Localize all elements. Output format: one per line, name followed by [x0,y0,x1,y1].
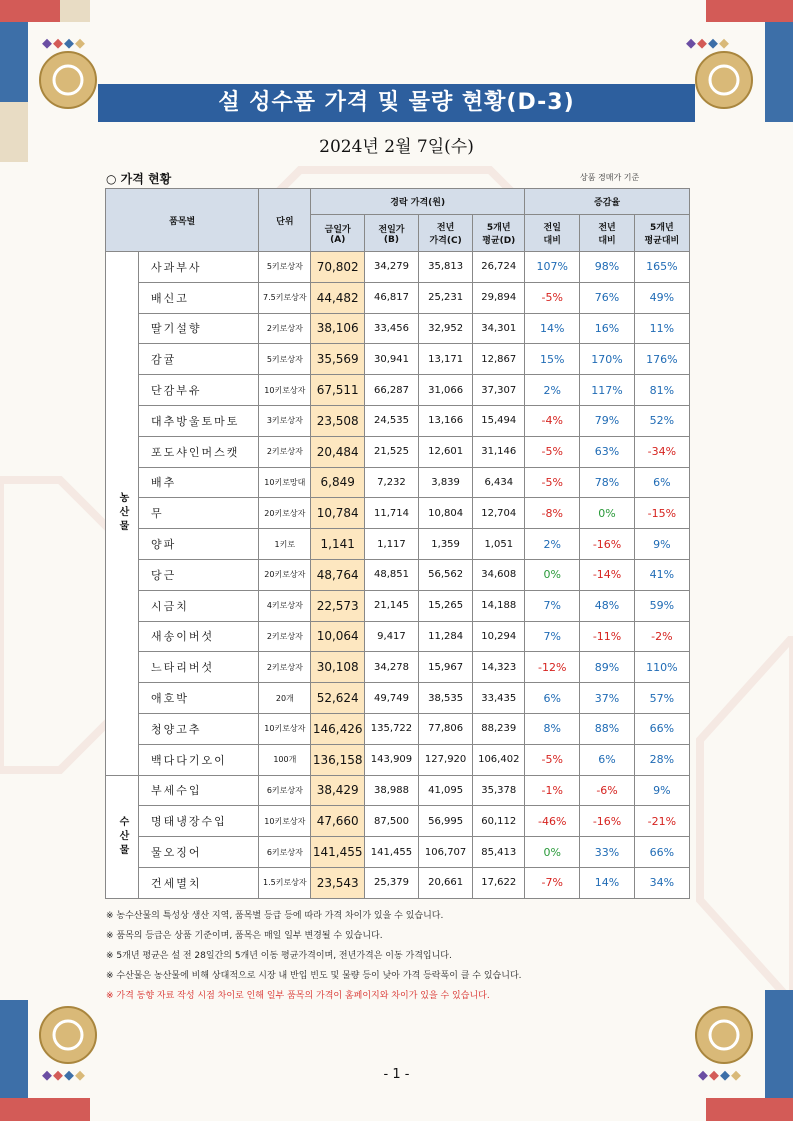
lastyear-price: 56,562 [418,559,473,590]
report-date: 2024년 2월 7일(수) [319,137,474,157]
lastyear-price: 13,166 [418,405,473,436]
avg5-price: 85,413 [473,837,525,868]
rate-avg: 81% [634,375,689,406]
rate-avg: 9% [634,775,689,806]
today-price: 22,573 [311,590,365,621]
lastyear-price: 3,839 [418,467,473,498]
today-price: 10,784 [311,498,365,529]
table-row [106,282,690,313]
today-price: 38,106 [311,313,365,344]
prev-price: 34,278 [365,652,419,683]
today-price: 20,484 [311,436,365,467]
table-row [106,744,690,775]
item-name: 단감부유 [139,375,259,406]
lastyear-price: 15,265 [418,590,473,621]
today-price: 146,426 [311,713,365,744]
rate-avg: 34% [634,867,689,898]
table-row [106,405,690,436]
unit-cell: 5키로상자 [259,344,311,375]
rate-year: 170% [580,344,634,375]
rate-prev: -4% [525,405,580,436]
prev-price: 135,722 [365,713,419,744]
price-table-body [106,252,690,899]
unit-cell: 1.5키로상자 [259,867,311,898]
today-price: 35,569 [311,344,365,375]
category-cell: 수산물 [106,775,139,898]
unit-cell: 5키로상자 [259,252,311,283]
footnote: ※ 5개년 평균은 설 전 28일간의 5개년 이동 평균가격이며, 전년가격은 이동 가격입니다. [106,951,452,961]
table-row [106,498,690,529]
rate-prev: 6% [525,683,580,714]
rate-avg: -2% [634,621,689,652]
lastyear-price: 20,661 [418,867,473,898]
page-number: - 1 - [383,1067,410,1082]
rate-prev: 2% [525,375,580,406]
avg5-price: 6,434 [473,467,525,498]
lastyear-price: 15,967 [418,652,473,683]
rate-year: 76% [580,282,634,313]
item-name: 시금치 [139,590,259,621]
unit-cell: 3키로상자 [259,405,311,436]
item-name: 당근 [139,559,259,590]
rate-avg: 28% [634,744,689,775]
rate-year: 89% [580,652,634,683]
header-today: 금일가 (A) [311,215,365,252]
today-price: 52,624 [311,683,365,714]
header-prev: 전일가 (B) [365,215,419,252]
header-rate-avg: 5개년 평균대비 [634,215,689,252]
item-name: 청양고추 [139,713,259,744]
rate-prev: -5% [525,744,580,775]
lastyear-price: 38,535 [418,683,473,714]
unit-cell: 2키로상자 [259,652,311,683]
rate-year: 0% [580,498,634,529]
rate-prev: -5% [525,282,580,313]
today-price: 30,108 [311,652,365,683]
rate-avg: 66% [634,837,689,868]
rate-prev: 2% [525,529,580,560]
avg5-price: 10,294 [473,621,525,652]
table-row [106,867,690,898]
today-price: 70,802 [311,252,365,283]
unit-cell: 100개 [259,744,311,775]
table-row [106,529,690,560]
footnote-warning: ※ 가격 동향 자료 작성 시점 차이로 인해 일부 품목의 가격이 홈페이지와 차이가 있을 수 있습니다. [106,991,490,1001]
rate-avg: 11% [634,313,689,344]
today-price: 48,764 [311,559,365,590]
prev-price: 143,909 [365,744,419,775]
item-name: 느타리버섯 [139,652,259,683]
page-title: 설 성수품 가격 및 물량 현황(D-3) [98,84,695,122]
item-name: 포도샤인머스캣 [139,436,259,467]
lastyear-price: 77,806 [418,713,473,744]
item-name: 백다다기오이 [139,744,259,775]
footnote: ※ 수산물은 농산물에 비해 상대적으로 시장 내 반입 빈도 및 물량 등이 낮아 가격 등락폭이 클 수 있습니다. [106,971,522,981]
item-name: 건세멸치 [139,867,259,898]
header-item: 품목별 [106,189,259,252]
rate-avg: -34% [634,436,689,467]
rate-year: 117% [580,375,634,406]
avg5-price: 34,608 [473,559,525,590]
header-unit: 단위 [259,189,311,252]
rate-year: -14% [580,559,634,590]
price-basis-note: 상품 경매가 기준 [580,173,640,182]
unit-cell: 2키로상자 [259,436,311,467]
unit-cell: 10키로망대 [259,467,311,498]
unit-cell: 6키로상자 [259,837,311,868]
avg5-price: 12,704 [473,498,525,529]
rate-year: 37% [580,683,634,714]
table-row [106,375,690,406]
lastyear-price: 31,066 [418,375,473,406]
lastyear-price: 41,095 [418,775,473,806]
rate-year: 6% [580,744,634,775]
item-name: 명태냉장수입 [139,806,259,837]
avg5-price: 1,051 [473,529,525,560]
rate-prev: 8% [525,713,580,744]
prev-price: 11,714 [365,498,419,529]
table-row [106,683,690,714]
price-table [105,188,690,899]
unit-cell: 6키로상자 [259,775,311,806]
unit-cell: 10키로상자 [259,806,311,837]
rate-year: 78% [580,467,634,498]
rate-prev: 7% [525,590,580,621]
avg5-price: 35,378 [473,775,525,806]
today-price: 23,543 [311,867,365,898]
table-row [106,590,690,621]
today-price: 6,849 [311,467,365,498]
prev-price: 48,851 [365,559,419,590]
today-price: 23,508 [311,405,365,436]
prev-price: 46,817 [365,282,419,313]
lastyear-price: 56,995 [418,806,473,837]
footnote: ※ 품목의 등급은 상품 기준이며, 품목은 매일 일부 변경될 수 있습니다. [106,931,383,941]
unit-cell: 7.5키로상자 [259,282,311,313]
unit-cell: 20키로상자 [259,559,311,590]
prev-price: 21,145 [365,590,419,621]
unit-cell: 10키로상자 [259,375,311,406]
rate-prev: -46% [525,806,580,837]
prev-price: 24,535 [365,405,419,436]
today-price: 1,141 [311,529,365,560]
rate-avg: 41% [634,559,689,590]
lastyear-price: 32,952 [418,313,473,344]
header-rate-year: 전년 대비 [580,215,634,252]
item-name: 배추 [139,467,259,498]
rate-prev: -1% [525,775,580,806]
lastyear-price: 10,804 [418,498,473,529]
avg5-price: 106,402 [473,744,525,775]
prev-price: 25,379 [365,867,419,898]
rate-avg: -15% [634,498,689,529]
rate-prev: 15% [525,344,580,375]
lastyear-price: 35,813 [418,252,473,283]
lastyear-price: 13,171 [418,344,473,375]
rate-year: 79% [580,405,634,436]
rate-avg: 110% [634,652,689,683]
avg5-price: 34,301 [473,313,525,344]
item-name: 새송이버섯 [139,621,259,652]
item-name: 감귤 [139,344,259,375]
avg5-price: 31,146 [473,436,525,467]
today-price: 10,064 [311,621,365,652]
avg5-price: 12,867 [473,344,525,375]
unit-cell: 20키로상자 [259,498,311,529]
rate-avg: 57% [634,683,689,714]
table-row [106,252,690,283]
item-name: 배신고 [139,282,259,313]
rate-prev: 7% [525,621,580,652]
table-row [106,652,690,683]
table-row [106,806,690,837]
item-name: 물오징어 [139,837,259,868]
unit-cell: 2키로상자 [259,621,311,652]
lastyear-price: 106,707 [418,837,473,868]
rate-prev: 0% [525,559,580,590]
avg5-price: 14,323 [473,652,525,683]
rate-year: -16% [580,529,634,560]
unit-cell: 4키로상자 [259,590,311,621]
today-price: 67,511 [311,375,365,406]
avg5-price: 14,188 [473,590,525,621]
rate-year: -6% [580,775,634,806]
item-name: 무 [139,498,259,529]
rate-prev: 0% [525,837,580,868]
today-price: 136,158 [311,744,365,775]
prev-price: 87,500 [365,806,419,837]
avg5-price: 15,494 [473,405,525,436]
today-price: 38,429 [311,775,365,806]
item-name: 애호박 [139,683,259,714]
rate-avg: 59% [634,590,689,621]
prev-price: 141,455 [365,837,419,868]
footnotes [106,906,522,1006]
table-row [106,313,690,344]
rate-year: -16% [580,806,634,837]
lastyear-price: 1,359 [418,529,473,560]
rate-prev: 107% [525,252,580,283]
avg5-price: 60,112 [473,806,525,837]
rate-prev: -8% [525,498,580,529]
rate-avg: 6% [634,467,689,498]
rate-avg: 165% [634,252,689,283]
lastyear-price: 25,231 [418,282,473,313]
category-cell: 농산물 [106,252,139,776]
prev-price: 7,232 [365,467,419,498]
header-auction-price: 경락 가격(원) [311,189,525,215]
unit-cell: 20개 [259,683,311,714]
rate-avg: 52% [634,405,689,436]
table-row [106,467,690,498]
avg5-price: 29,894 [473,282,525,313]
prev-price: 30,941 [365,344,419,375]
prev-price: 49,749 [365,683,419,714]
rate-avg: 49% [634,282,689,313]
rate-year: 98% [580,252,634,283]
table-row [106,559,690,590]
prev-price: 9,417 [365,621,419,652]
lastyear-price: 11,284 [418,621,473,652]
today-price: 47,660 [311,806,365,837]
header-change-rate: 증감율 [525,189,690,215]
prev-price: 33,456 [365,313,419,344]
section-heading: ○ 가격 현황 [106,172,172,186]
header-avg5: 5개년 평균(D) [473,215,525,252]
table-row [106,436,690,467]
rate-avg: -21% [634,806,689,837]
rate-year: 88% [580,713,634,744]
table-row [106,621,690,652]
avg5-price: 17,622 [473,867,525,898]
prev-price: 1,117 [365,529,419,560]
avg5-price: 33,435 [473,683,525,714]
item-name: 사과부사 [139,252,259,283]
avg5-price: 37,307 [473,375,525,406]
item-name: 양파 [139,529,259,560]
unit-cell: 10키로상자 [259,713,311,744]
rate-prev: -5% [525,467,580,498]
rate-year: 16% [580,313,634,344]
prev-price: 21,525 [365,436,419,467]
rate-year: 14% [580,867,634,898]
rate-year: 33% [580,837,634,868]
lastyear-price: 12,601 [418,436,473,467]
item-name: 부세수입 [139,775,259,806]
unit-cell: 1키로 [259,529,311,560]
prev-price: 38,988 [365,775,419,806]
rate-year: 48% [580,590,634,621]
today-price: 141,455 [311,837,365,868]
avg5-price: 26,724 [473,252,525,283]
prev-price: 34,279 [365,252,419,283]
item-name: 딸기설향 [139,313,259,344]
rate-avg: 9% [634,529,689,560]
table-row [106,713,690,744]
rate-avg: 66% [634,713,689,744]
rate-prev: -7% [525,867,580,898]
rate-prev: -5% [525,436,580,467]
header-lastyear: 전년 가격(C) [418,215,473,252]
item-name: 대추방울토마토 [139,405,259,436]
lastyear-price: 127,920 [418,744,473,775]
rate-year: 63% [580,436,634,467]
table-row [106,837,690,868]
rate-prev: -12% [525,652,580,683]
footnote: ※ 농수산물의 특성상 생산 지역, 품목별 등급 등에 따라 가격 차이가 있을 수 있습니다. [106,911,444,921]
today-price: 44,482 [311,282,365,313]
table-row [106,775,690,806]
rate-avg: 176% [634,344,689,375]
rate-year: -11% [580,621,634,652]
table-row [106,344,690,375]
unit-cell: 2키로상자 [259,313,311,344]
prev-price: 66,287 [365,375,419,406]
avg5-price: 88,239 [473,713,525,744]
rate-prev: 14% [525,313,580,344]
header-rate-prev: 전일 대비 [525,215,580,252]
